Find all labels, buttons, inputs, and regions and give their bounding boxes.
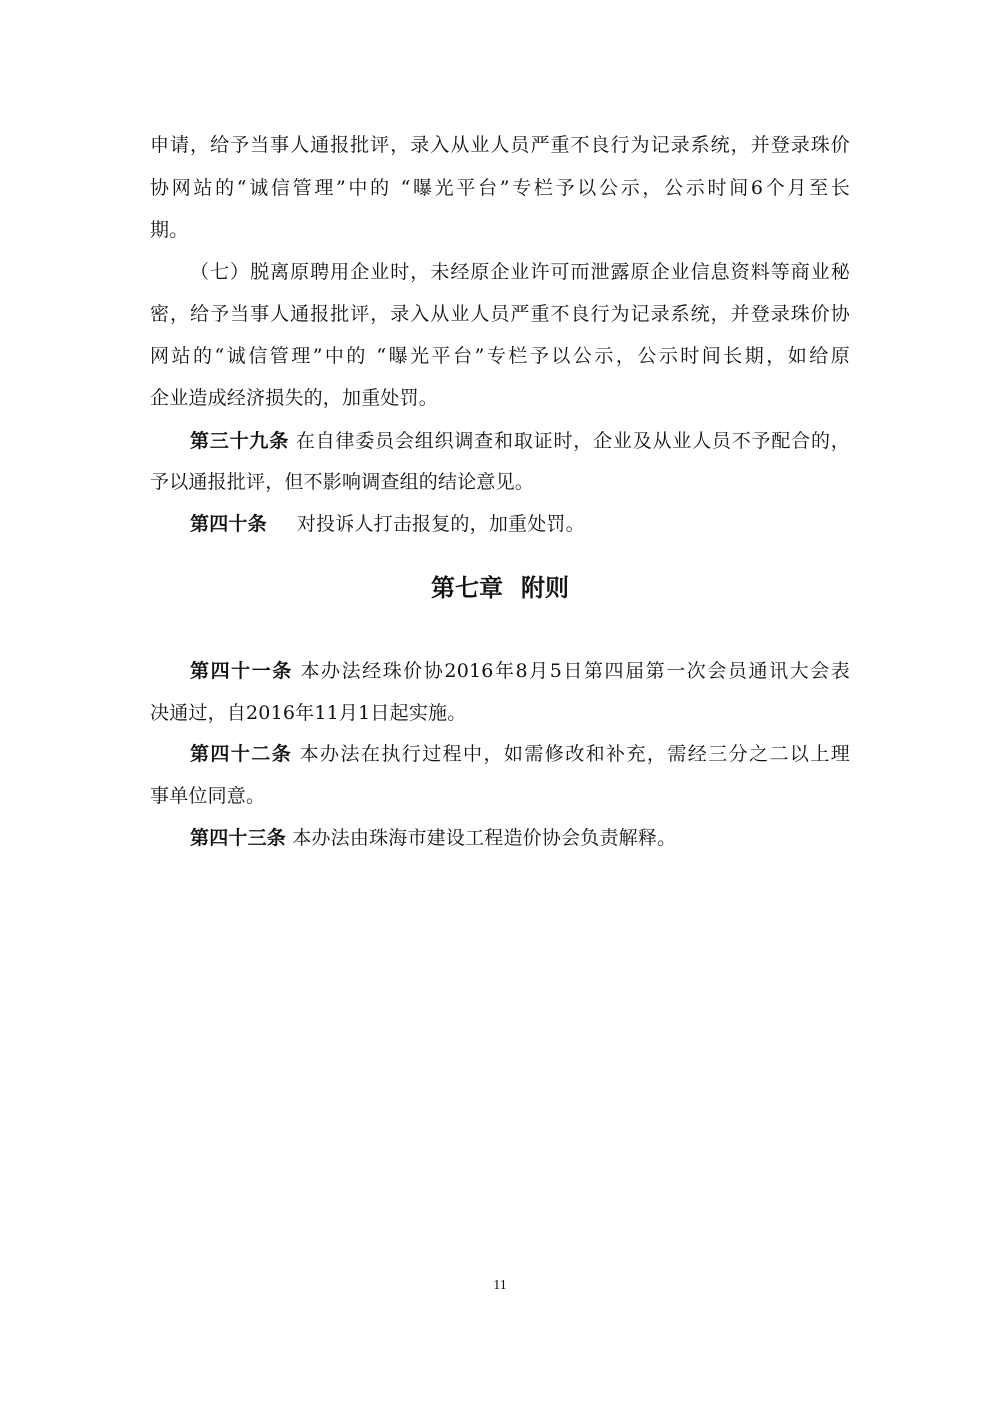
article-42-text: 本办法在执行过程中，如需修改和补充，需经三分之二以上理	[299, 743, 850, 765]
article-39-text: 在自律委员会组织调查和取证时，企业及从业人员不予配合的，	[295, 430, 850, 452]
article-42-line2: 事单位同意。	[150, 785, 266, 807]
para1-line2: 协网站的“诚信管理”中的 “曝光平台”专栏予以公示，公示时间6个月至长	[150, 177, 850, 199]
para2-line2: 密，给予当事人通报批评，录入从业人员严重不良行为记录系统，并登录珠价协	[150, 303, 850, 325]
article-41-label: 第四十一条	[190, 660, 293, 682]
para1-line3: 期。	[150, 219, 189, 241]
para2-line4: 企业造成经济损失的，加重处罚。	[150, 387, 439, 409]
article-39-line2: 予以通报批评，但不影响调查组的结论意见。	[150, 471, 535, 493]
article-41-line1	[190, 656, 850, 686]
page-number: 11	[493, 1278, 507, 1293]
article-42-label: 第四十二条	[190, 743, 293, 765]
article-43-label: 第四十三条	[190, 827, 287, 849]
article-43	[190, 823, 850, 853]
article-40-label: 第四十条	[190, 513, 267, 535]
article-40	[190, 509, 850, 539]
para1-line1: 申请，给予当事人通报批评，录入从业人员严重不良行为记录系统，并登录珠价	[150, 134, 850, 156]
article-43-text: 本办法由珠海市建设工程造价协会负责解释。	[292, 827, 677, 849]
article-41-text: 本办法经珠价协2016年8月5日第四届第一次会员通讯大会表	[300, 660, 850, 682]
chapter-number: 第七章	[431, 574, 503, 602]
article-39-line1	[190, 426, 850, 456]
para2-line1: （七）脱离原聘用企业时，未经原企业许可而泄露原企业信息资料等商业秘	[190, 261, 850, 283]
article-40-text: 对投诉人打击报复的，加重处罚。	[296, 513, 585, 535]
chapter-title: 附则	[521, 574, 569, 602]
chapter-heading	[0, 570, 1000, 606]
article-42-line1	[190, 739, 850, 769]
article-41-line2: 决通过，自2016年11月1日起实施。	[150, 702, 467, 724]
para2-line3: 网站的“诚信管理”中的 “曝光平台”专栏予以公示，公示时间长期，如给原	[150, 345, 850, 367]
article-39-label: 第三十九条	[190, 430, 290, 452]
